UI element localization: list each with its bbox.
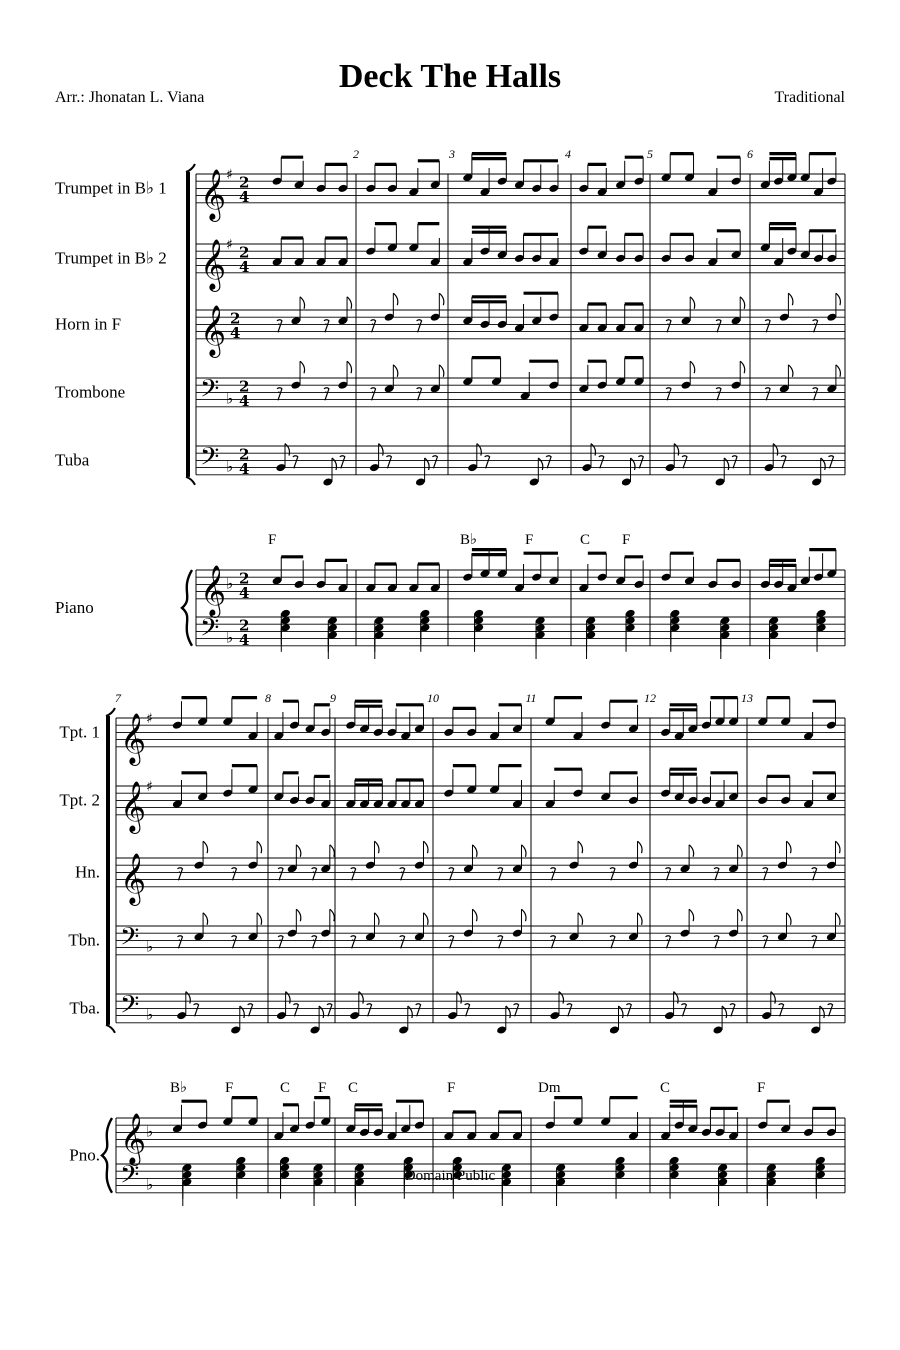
instrument-label: Trumpet in B♭ 2 [55, 248, 167, 268]
note-flag [740, 361, 745, 373]
eighth-rest: · [666, 317, 670, 332]
instrument-label: Piano [55, 597, 94, 617]
eighth-rest: · [324, 385, 328, 400]
eighth-rest [367, 1004, 372, 1017]
measure-number: 8 [265, 691, 271, 705]
flat-icon: ♭ [146, 937, 154, 956]
eighth-rest: · [416, 385, 421, 400]
group-bracket [106, 716, 110, 1025]
time-signature-bottom: 4 [230, 323, 241, 342]
note-flag [425, 458, 430, 470]
note-flag [740, 297, 745, 309]
eighth-rest [779, 1004, 784, 1017]
instrument-label: Tuba [55, 450, 90, 470]
bass-clef-icon: 𝄢 [120, 922, 140, 958]
time-signature-bottom: 4 [239, 630, 250, 649]
eighth-rest [432, 456, 437, 469]
note-flag [689, 845, 694, 857]
eighth-rest: · [497, 933, 502, 948]
eighth-rest [386, 456, 391, 469]
footer-text: Domain Public [404, 1168, 496, 1184]
staff-1 [196, 174, 845, 203]
eighth-rest: · [765, 385, 770, 400]
note-flag [771, 992, 776, 1004]
bracket-hook [186, 164, 195, 172]
note-flag [347, 297, 352, 309]
eighth-rest: · [278, 865, 282, 880]
eighth-rest [327, 1004, 332, 1017]
note-flag [619, 1006, 624, 1018]
note-flag [439, 293, 444, 305]
bracket-hook [106, 1025, 115, 1033]
chord-symbol: F [268, 532, 277, 548]
note-flag [631, 458, 636, 470]
note-flag [300, 297, 305, 309]
eighth-rest: · [716, 385, 720, 400]
eighth-rest: · [231, 933, 236, 948]
eighth-rest [293, 456, 298, 469]
staff-2 [116, 786, 845, 815]
eighth-rest [416, 1004, 421, 1017]
instrument-label: Pno. [69, 1145, 100, 1165]
time-signature-top: 2 [230, 309, 241, 328]
time-signature-top: 2 [239, 377, 250, 396]
note-flag [393, 365, 398, 377]
eighth-rest: · [550, 933, 555, 948]
eighth-rest [485, 456, 490, 469]
chord-symbol: F [757, 1080, 766, 1096]
flat-icon: ♭ [226, 628, 234, 647]
treble-clef-icon: 𝄞 [120, 1112, 147, 1164]
note-flag [674, 444, 679, 456]
bass-clef-icon: 𝄢 [200, 613, 220, 649]
time-signature-top: 2 [239, 243, 250, 262]
eighth-rest: · [448, 865, 453, 880]
eighth-rest [681, 1004, 686, 1017]
flat-icon: ♭ [226, 457, 234, 476]
eighth-rest: · [610, 865, 614, 880]
treble-clef-icon: 𝄞 [200, 238, 227, 290]
measure-number: 12 [644, 691, 656, 705]
eighth-rest: · [311, 865, 316, 880]
note-flag [472, 909, 477, 921]
sharp-icon: ♯ [226, 237, 233, 253]
note-flag [835, 913, 840, 925]
eighth-rest [781, 456, 786, 469]
note-flag [773, 444, 778, 456]
eighth-rest [599, 456, 604, 469]
time-signature-bottom: 4 [239, 257, 250, 276]
note-flag [638, 841, 643, 853]
note-flag [820, 1006, 825, 1018]
eighth-rest: · [177, 933, 182, 948]
eighth-rest: · [665, 933, 670, 948]
note-flag [689, 909, 694, 921]
note-flag [408, 1006, 413, 1018]
chord-symbol: F [318, 1080, 327, 1096]
note-flag [423, 841, 428, 853]
note-flag [300, 361, 305, 373]
bass-clef-icon: 𝄢 [120, 990, 140, 1026]
instrument-label: Tpt. 1 [59, 722, 100, 742]
chord-symbol: F [447, 1080, 456, 1096]
bass-clef-icon: 𝄢 [120, 1160, 140, 1196]
eighth-rest: · [550, 865, 555, 880]
measure-number: 6 [747, 147, 753, 161]
note-flag [296, 845, 301, 857]
eighth-rest [293, 1004, 298, 1017]
instrument-label: Tbn. [68, 930, 100, 950]
chord-symbol: C [348, 1080, 359, 1096]
instrument-label: Tba. [69, 998, 100, 1018]
eighth-rest [732, 456, 737, 469]
eighth-rest [626, 1004, 631, 1017]
eighth-rest: · [811, 865, 816, 880]
measure-number: 10 [427, 691, 439, 705]
chord-symbol: B♭ [170, 1080, 188, 1096]
bass-clef-icon: 𝄢 [200, 374, 220, 410]
time-signature-top: 2 [239, 616, 250, 635]
instrument-label: Trombone [55, 382, 126, 402]
eighth-rest: · [277, 317, 281, 332]
eighth-rest: · [762, 865, 767, 880]
note-flag [521, 909, 526, 921]
note-flag [788, 293, 793, 305]
instrument-label: Horn in F [55, 314, 122, 334]
eighth-rest: · [765, 317, 770, 332]
eighth-rest: · [448, 933, 453, 948]
note-flag [722, 1006, 727, 1018]
note-flag [203, 841, 208, 853]
treble-clef-icon: 𝄞 [120, 852, 147, 904]
note-flag [472, 845, 477, 857]
eighth-rest: · [277, 385, 281, 400]
time-signature-bottom: 4 [239, 187, 250, 206]
eighth-rest: · [311, 933, 316, 948]
note-flag [836, 293, 841, 305]
eighth-rest: · [370, 317, 375, 332]
treble-clef-icon: 𝄞 [200, 564, 227, 616]
note-flag [347, 361, 352, 373]
eighth-rest: · [811, 933, 816, 948]
staff-3 [196, 310, 845, 339]
time-signature-bottom: 4 [239, 391, 250, 410]
chord-symbol: C [580, 532, 591, 548]
measure-number: 2 [353, 147, 359, 161]
eighth-rest: · [610, 933, 614, 948]
note-flag [538, 458, 543, 470]
note-flag [393, 293, 398, 305]
note-flag [240, 1006, 245, 1018]
piano-brace [182, 570, 192, 646]
sharp-icon: ♯ [146, 711, 153, 727]
note-flag [738, 909, 743, 921]
note-flag [359, 992, 364, 1004]
note-flag [332, 458, 337, 470]
note-flag [203, 913, 208, 925]
measure-number: 3 [449, 147, 455, 161]
arranger-credit: Arr.: Jhonatan L. Viana [55, 89, 205, 106]
note-flag [457, 992, 462, 1004]
eighth-rest [682, 456, 687, 469]
eighth-rest [194, 1004, 199, 1017]
composer-credit: Traditional [774, 89, 845, 106]
note-flag [591, 444, 596, 456]
sharp-icon: ♯ [146, 779, 153, 795]
eighth-rest [248, 1004, 253, 1017]
note-flag [379, 444, 384, 456]
note-flag [821, 458, 826, 470]
note-flag [724, 458, 729, 470]
eighth-rest [829, 456, 834, 469]
instrument-label: Tpt. 2 [59, 790, 100, 810]
instrument-label: Hn. [74, 862, 100, 882]
flat-icon: ♭ [146, 1122, 154, 1141]
chord-symbol: B♭ [460, 532, 478, 548]
eighth-rest [546, 456, 551, 469]
note-flag [786, 913, 791, 925]
measure-number: 9 [330, 691, 336, 705]
note-flag [578, 841, 583, 853]
note-flag [423, 913, 428, 925]
chord-symbol: C [280, 1080, 291, 1096]
note-flag [738, 845, 743, 857]
bracket-hook [106, 708, 115, 716]
eighth-rest [340, 456, 345, 469]
eighth-rest: · [350, 933, 355, 948]
score-title: Deck The Halls [338, 58, 562, 95]
eighth-rest [638, 456, 643, 469]
measure-number: 7 [115, 691, 121, 705]
eighth-rest: · [324, 317, 328, 332]
note-flag [690, 361, 695, 373]
eighth-rest: · [716, 317, 720, 332]
note-flag [257, 913, 262, 925]
measure-number: 5 [647, 147, 653, 161]
eighth-rest [567, 1004, 572, 1017]
staff-4 [196, 378, 845, 407]
note-flag [836, 365, 841, 377]
note-flag [319, 1006, 324, 1018]
note-flag [578, 913, 583, 925]
eighth-rest: · [812, 317, 817, 332]
measure-number: 13 [741, 691, 753, 705]
staff-7 [196, 617, 845, 646]
bracket-hook [186, 477, 195, 485]
chord-symbol: F [622, 532, 631, 548]
staff-3 [116, 858, 845, 887]
sharp-icon: ♯ [226, 167, 233, 183]
staff-6 [196, 570, 845, 599]
flat-icon: ♭ [146, 1175, 154, 1194]
note-flag [521, 845, 526, 857]
eighth-rest: · [497, 865, 502, 880]
treble-clef-icon: 𝄞 [200, 168, 227, 220]
treble-clef-icon: 𝄞 [200, 304, 227, 356]
note-flag [690, 297, 695, 309]
treble-clef-icon: 𝄞 [120, 780, 147, 832]
note-flag [786, 841, 791, 853]
time-signature-top: 2 [239, 173, 250, 192]
note-flag [788, 365, 793, 377]
eighth-rest: · [370, 385, 375, 400]
eighth-rest: · [714, 865, 718, 880]
note-flag [835, 841, 840, 853]
treble-clef-icon: 𝄞 [120, 712, 147, 764]
eighth-rest: · [714, 933, 718, 948]
note-flag [286, 992, 291, 1004]
eighth-rest: · [399, 933, 404, 948]
note-flag [477, 444, 482, 456]
bass-clef-icon: 𝄢 [200, 442, 220, 478]
time-signature-top: 2 [239, 445, 250, 464]
eighth-rest: · [350, 865, 355, 880]
measure-number: 4 [565, 147, 571, 161]
note-flag [638, 913, 643, 925]
note-flag [506, 1006, 511, 1018]
flat-icon: ♭ [226, 389, 234, 408]
chord-symbol: F [225, 1080, 234, 1096]
instrument-label: Trumpet in B♭ 1 [55, 178, 167, 198]
eighth-rest: · [177, 865, 182, 880]
eighth-rest: · [812, 385, 817, 400]
eighth-rest [465, 1004, 470, 1017]
note-flag [285, 444, 290, 456]
note-flag [439, 365, 444, 377]
eighth-rest: · [762, 933, 767, 948]
group-bracket [186, 172, 190, 477]
eighth-rest: · [231, 865, 236, 880]
eighth-rest: · [666, 385, 670, 400]
note-flag [330, 909, 335, 921]
eighth-rest [730, 1004, 735, 1017]
eighth-rest: · [278, 933, 282, 948]
note-flag [257, 841, 262, 853]
eighth-rest [514, 1004, 519, 1017]
time-signature-top: 2 [239, 569, 250, 588]
eighth-rest: · [416, 317, 421, 332]
time-signature-bottom: 4 [239, 583, 250, 602]
measure-number: 11 [525, 691, 537, 705]
chord-symbol: F [525, 532, 534, 548]
note-flag [330, 845, 335, 857]
note-flag [559, 992, 564, 1004]
eighth-rest: · [665, 865, 670, 880]
staff-5 [196, 446, 845, 475]
note-flag [186, 992, 191, 1004]
chord-symbol: Dm [538, 1080, 561, 1096]
note-flag [374, 841, 379, 853]
note-flag [296, 909, 301, 921]
flat-icon: ♭ [146, 1005, 154, 1024]
time-signature-bottom: 4 [239, 459, 250, 478]
eighth-rest [828, 1004, 833, 1017]
staff-5 [116, 994, 845, 1023]
note-flag [674, 992, 679, 1004]
flat-icon: ♭ [226, 574, 234, 593]
note-flag [374, 913, 379, 925]
eighth-rest: · [399, 865, 404, 880]
chord-symbol: C [660, 1080, 671, 1096]
